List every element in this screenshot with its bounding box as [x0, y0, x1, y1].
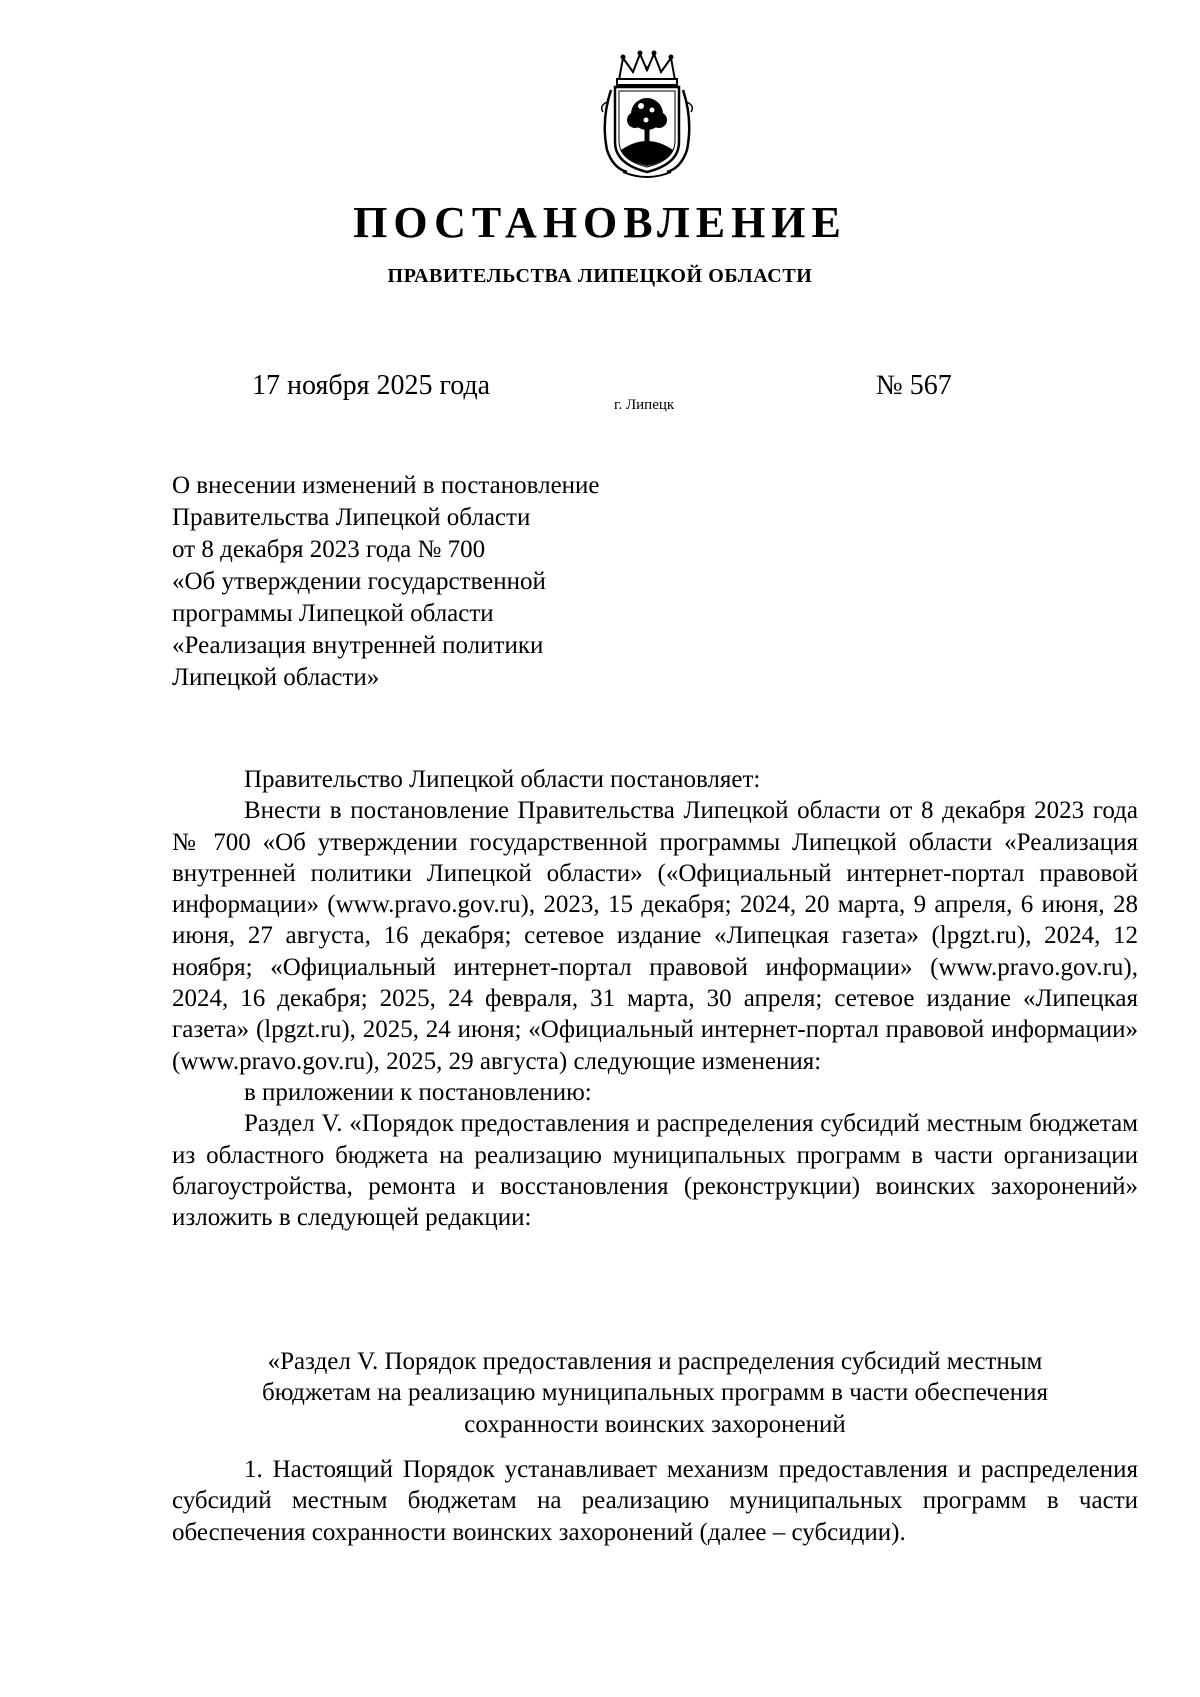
coat-of-arms-icon: [597, 50, 697, 180]
section-title-line: бюджетам на реализацию муниципальных программ в части обеспечения: [261, 1379, 1049, 1407]
document-type-title: ПОСТАНОВЛЕНИЕ: [353, 198, 847, 247]
subject-line: от 8 декабря 2023 года № 700: [172, 536, 486, 563]
section-title: [172, 1346, 1138, 1440]
issuer-title: ПРАВИТЕЛЬСТВА ЛИПЕЦКОЙ ОБЛАСТИ: [387, 265, 813, 287]
subject-line: Правительства Липецкой области: [172, 504, 531, 531]
clause-1: [172, 1454, 1138, 1548]
section-title-line: сохранности воинских захоронений: [464, 1410, 846, 1438]
document-number: № 567: [876, 370, 952, 401]
subject-line: «Реализация внутренней политики: [172, 632, 544, 659]
document-subject: [172, 470, 732, 694]
subject-line: О внесении изменений в постановление: [172, 472, 600, 499]
body-paragraph: Правительство Липецкой области постановляет:: [244, 766, 761, 793]
document-body: [172, 764, 1138, 1233]
section-title-line: «Раздел V. Порядок предоставления и распределения субсидий местным: [267, 1348, 1043, 1375]
body-paragraph: в приложении к постановлению:: [244, 1078, 592, 1106]
subject-line: «Об утверждении государственной: [172, 568, 546, 595]
subject-line: Липецкой области»: [172, 664, 380, 691]
body-paragraph: Внести в постановление Правительства Липецкой области от 8 декабря 2023 года № 700 «Об утверждении государственной программы Липецкой области «Реализация внутренней политики Липецкой области» («Официальный интернет-портал правовой информации» (www.pravo.gov.ru), 2023, 15 декабря; 2024, 20 марта, 9 апреля, 6 июня, 28 июня, 27 августа, 16 декабря; сетевое издание «Липецкая газета» (lpgzt.ru), 2024, 12 ноября; «Официальный интернет-портал правовой информации» (www.pravo.gov.ru), 2024, 16 декабря; 2025, 24 февраля, 31 марта, 30 апреля; сетевое издание «Липецкая газета» (lpgzt.ru), 2025, 24 июня; «Официальный интернет-портал правовой информации» (www.pravo.gov.ru), 2025, 29 августа) следующие изменения:: [172, 797, 1138, 1075]
body-paragraph: Раздел V. «Порядок предоставления и распределения субсидий местным бюджетам из областного бюджета на реализацию муниципальных программ в части организации благоустройства, ремонта и восстановления (реконструкции) воинских захоронений» изложить в следующей редакции:: [172, 1110, 1138, 1232]
clause-paragraph: 1. Настоящий Порядок устанавливает механизм предоставления и распределения субсидий местным бюджетам на реализацию муниципальных программ в части обеспечения сохранности воинских захоронений (далее – субсидии).: [172, 1456, 1138, 1546]
document-city: г. Липецк: [614, 397, 675, 413]
subject-line: программы Липецкой области: [172, 600, 494, 627]
document-date: 17 ноября 2025 года: [252, 370, 491, 401]
